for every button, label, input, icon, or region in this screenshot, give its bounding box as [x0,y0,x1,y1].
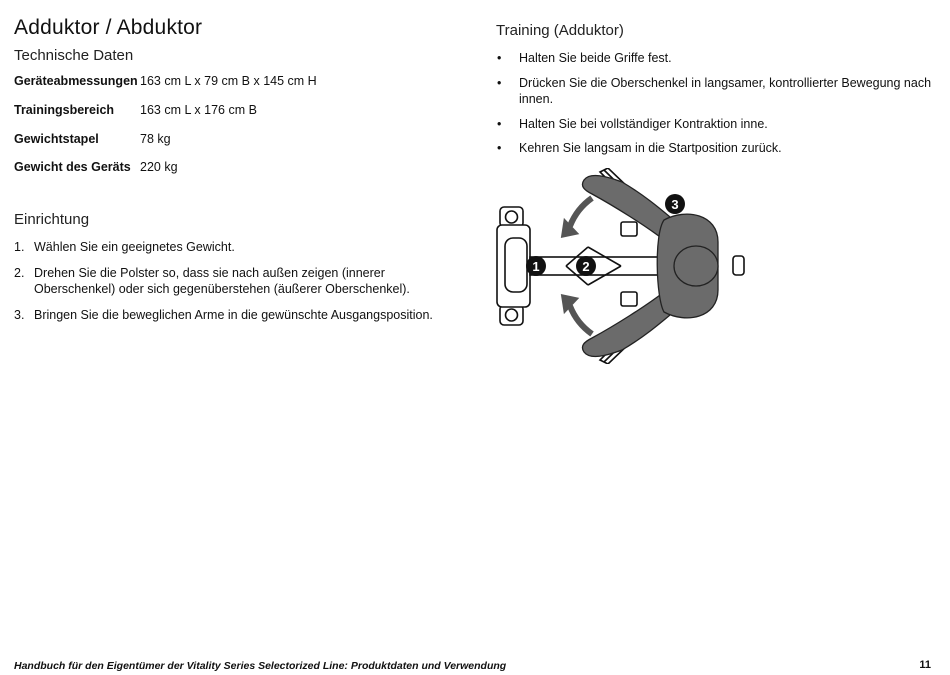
training-heading: Training (Adduktor) [496,22,624,39]
step-text: Wählen Sie ein geeignetes Gewicht. [34,240,235,254]
spec-label: Gewichtstapel [14,132,99,146]
training-step [496,140,936,157]
training-step [496,75,936,108]
marker-1 [526,256,546,276]
step-number: 3. [14,307,25,322]
spec-label: Gewicht des Geräts [14,160,131,174]
step-text: Drehen Sie die Polster so, dass sie nach außen zeigen (innerer Oberschenkel) oder sich gegenüberstehen (äußerer Oberschenkel). [34,265,410,296]
training-step [496,116,936,133]
motion-arrow-lower [570,306,592,334]
marker-2-label: 2 [582,259,590,274]
spec-label: Geräteabmessungen [14,74,138,88]
spec-value: 220 kg [140,160,178,174]
machine-top-view-diagram [496,168,748,364]
setup-list [14,239,454,332]
training-list [496,50,936,165]
marker-3 [665,194,685,214]
spec-value: 78 kg [140,132,171,146]
spec-value: 163 cm L x 79 cm B x 145 cm H [140,74,317,88]
setup-step [14,307,454,324]
page-number: 11 [919,659,931,671]
spec-label: Trainingsbereich [14,103,115,117]
training-step-text: Halten Sie bei vollständiger Kontraktion inne. [519,116,768,131]
marker-1-label: 1 [532,259,540,274]
marker-3-label: 3 [671,197,679,212]
bullet-icon: • [497,51,502,65]
bullet-icon: • [497,75,502,90]
marker-2 [576,256,596,276]
training-step-text: Halten Sie beide Griffe fest. [519,51,672,65]
footer-title: Handbuch für den Eigentümer der Vitality Series Selectorized Line: Produktdaten und Verwendung [14,660,507,672]
motion-arrow-upper [570,198,592,226]
bullet-icon: • [497,116,502,131]
bullet-icon: • [497,141,502,155]
step-text: Bringen Sie die beweglichen Arme in die gewünschte Ausgangsposition. [34,307,433,322]
step-number: 1. [14,240,25,254]
tech-data-heading: Technische Daten [14,47,134,64]
spec-value: 163 cm L x 176 cm B [140,103,257,117]
training-step-text: Kehren Sie langsam in die Startposition zurück. [519,141,782,155]
training-step [496,50,936,67]
page-title: Adduktor / Abduktor [14,16,203,39]
setup-step [14,265,454,298]
step-number: 2. [14,265,25,280]
setup-heading: Einrichtung [14,211,90,228]
setup-step [14,239,454,256]
training-step-text: Drücken Sie die Oberschenkel in langsamer, kontrollierter Bewegung nach innen. [519,75,932,106]
